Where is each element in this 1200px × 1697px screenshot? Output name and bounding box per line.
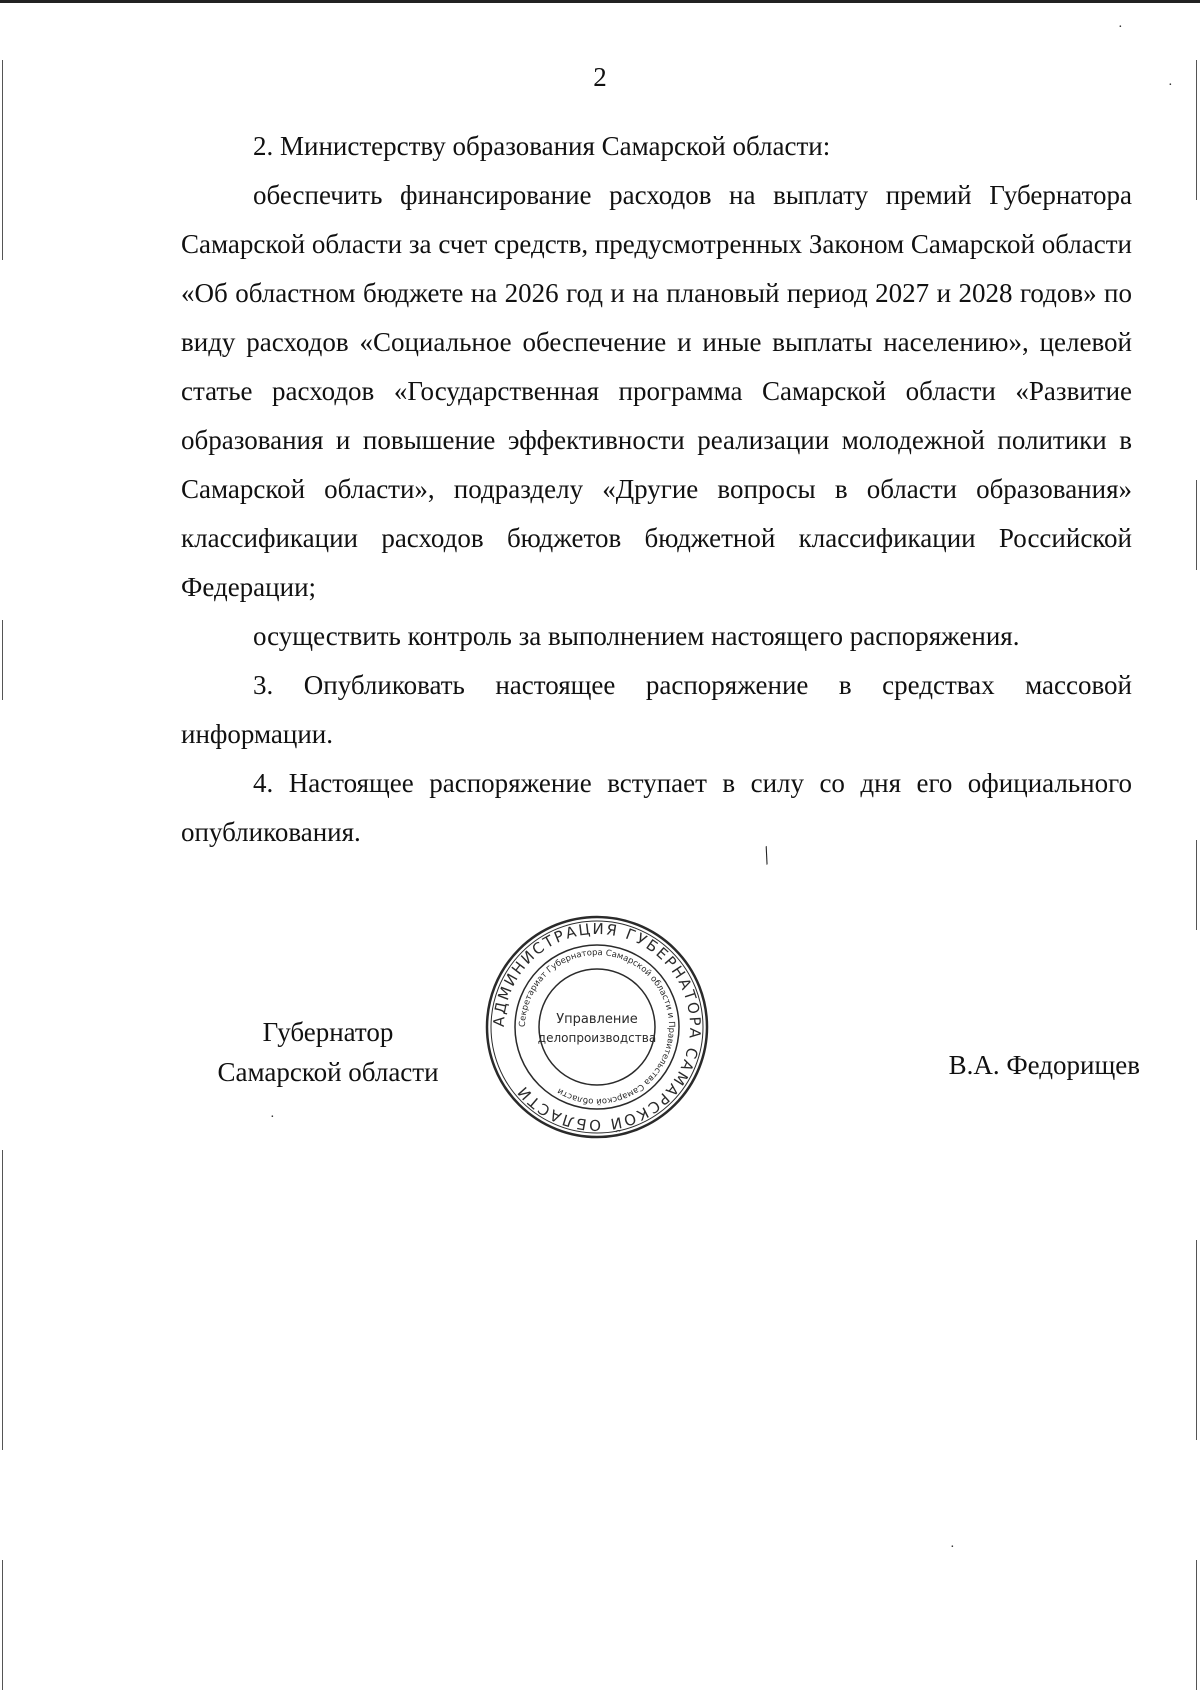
scan-artifact bbox=[1196, 1240, 1197, 1440]
pen-mark: · bbox=[950, 1540, 955, 1555]
scan-artifact bbox=[1196, 480, 1197, 570]
paragraph-item-2: 2. Министерству образования Самарской области: bbox=[253, 131, 831, 161]
paragraph-item-3: 3. Опубликовать настоящее распоряжение в средствах массовой информации. bbox=[181, 670, 1132, 749]
signatory-position-line1: Губернатор bbox=[262, 1017, 394, 1047]
scan-artifact bbox=[2, 620, 3, 700]
scan-top-edge bbox=[0, 0, 1200, 3]
signatory-name: В.А. Федорищев bbox=[948, 1050, 1140, 1080]
paragraph-item-4: 4. Настоящее распоряжение вступает в силу со дня его официального опубликования. bbox=[181, 768, 1132, 847]
pen-mark: · bbox=[270, 1110, 275, 1125]
seal-outer-text: АДМИНИСТРАЦИЯ ГУБЕРНАТОРА САМАРСКОЙ ОБЛАСТИ bbox=[489, 919, 705, 1135]
scan-artifact bbox=[1196, 840, 1197, 930]
paragraph-financing: обеспечить финансирование расходов на выплату премий Губернатора Самарской области за счет средств, предусмотренных Законом Самарской области «Об областном бюджете на 2026 год и на плановый период 2027 и 2028 годов» по виду расходов «Социальное обеспечение и иные выплаты населению», целевой статье расходов «Государственная программа Самарской области «Развитие образования и повышение эффективности реализации молодежной политики в Самарской области», подразделу «Другие вопросы в области образования» классификации расходов бюджетов бюджетной классификации Российской Федерации; bbox=[181, 180, 1132, 602]
seal-center-line2: делопроизводства bbox=[537, 1031, 657, 1045]
pen-mark: · bbox=[1168, 78, 1173, 93]
scan-artifact bbox=[1196, 1650, 1197, 1690]
scan-artifact bbox=[2, 1150, 3, 1450]
seal-center-line1: Управление bbox=[556, 1012, 638, 1027]
seal-inner-ring bbox=[539, 969, 655, 1085]
official-seal bbox=[482, 912, 712, 1142]
scan-artifact bbox=[2, 1560, 3, 1690]
pen-mark: · bbox=[1118, 20, 1123, 35]
signatory-position bbox=[198, 1012, 458, 1092]
signatory-position-line2: Самарской области bbox=[217, 1057, 439, 1087]
seal-middle-text: Секретариат Губернатора Самарской области и Правительства Самарской области bbox=[517, 947, 677, 1107]
paragraph-control: осуществить контроль за выполнением настоящего распоряжения. bbox=[253, 621, 1020, 651]
pen-mark: ╱ bbox=[759, 847, 775, 866]
page-number: 2 bbox=[593, 62, 607, 92]
document-body bbox=[181, 122, 1132, 857]
